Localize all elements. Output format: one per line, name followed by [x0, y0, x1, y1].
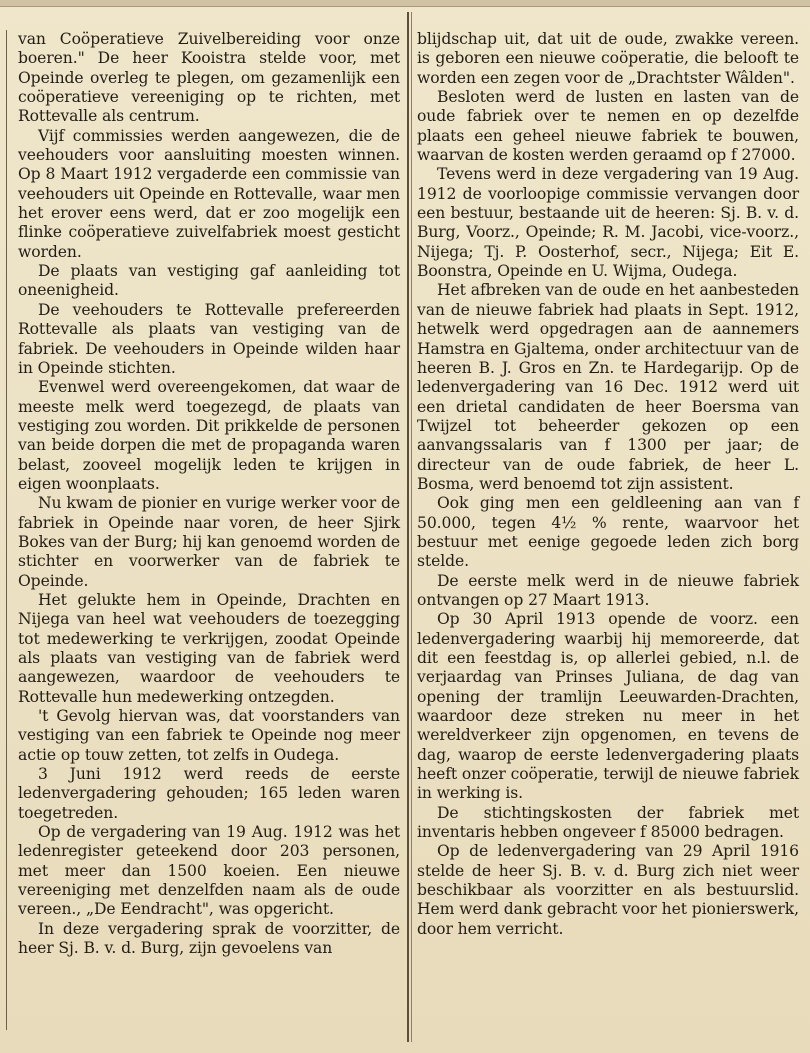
paragraph: Ook ging men een geldleening aan van f 50.000, tegen 4½ % rente, waarvoor het bestuur met eenige gegoede leden zich borg stelde. — [417, 494, 799, 571]
column-divider-shadow — [411, 12, 412, 1042]
paragraph: De plaats van vestiging gaf aanleiding tot oneenigheid. — [18, 262, 400, 300]
paragraph: Op 30 April 1913 opende de voorz. een ledenvergadering waarbij hij memoreerde, dat dit een feestdag is, op allerlei gebied, n.l. de verjaardag van Prinses Juliana, de dag van opening der tramlijn Leeuwarden-Drachten, waardoor deze streken nu meer in het wereldverkeer zijn opgenomen, en tevens de dag, waarop de eerste ledenvergadering plaats heeft onzer coöperatie, terwijl de nieuwe fabriek in werking is. — [417, 610, 799, 803]
paragraph: Tevens werd in deze vergadering van 19 Aug. 1912 de voorloopige commissie vervangen door een bestuur, bestaande uit de heeren: Sj. B. v. d. Burg, Voorz., Opeinde; R. M. Jacobi, vice-voorz., Nijega; Tj. P. Oosterhof, secr., Nijega; Eit E. Boonstra, Opeinde en U. Wijma, Oudega. — [417, 165, 799, 281]
paragraph: Vijf commissies werden aangewezen, die de veehouders voor aansluiting moesten winnen. Op 8 Maart 1912 vergaderde een commissie van veehouders uit Opeinde en Rottevalle, waar men het erover eens werd, dat er zoo mogelijk een flinke coöperatieve zuivelfabriek moest gesticht worden. — [18, 126, 400, 261]
paragraph: Het gelukte hem in Opeinde, Drachten en Nijega van heel wat veehouders de toezegging tot medewerking te verkrijgen, zoodat Opeinde als plaats van vestiging van de fabriek werd aangewezen, waardoor de veehouders te Rottevalle hun medewerking ontzegden. — [18, 590, 400, 706]
paragraph: Op de vergadering van 19 Aug. 1912 was het ledenregister geteekend door 203 personen, met meer dan 1500 koeien. Een nieuwe vereeniging met denzelfden naam als de oude vereen., „De Eendracht", was opgericht. — [18, 823, 400, 919]
paragraph: De eerste melk werd in de nieuwe fabriek ontvangen op 27 Maart 1913. — [417, 571, 799, 609]
paragraph: Op de ledenvergadering van 29 April 1916 stelde de heer Sj. B. v. d. Burg zich niet weer beschikbaar als voorzitter en als bestuurslid. Hem werd dank gebracht voor het pionierswerk, door hem verricht. — [417, 842, 799, 938]
left-column — [18, 30, 400, 959]
right-column — [417, 30, 799, 939]
paragraph: blijdschap uit, dat uit de oude, zwakke vereen. is geboren een nieuwe coöperatie, die belooft te worden een zegen voor de „Drachtster Wâlden". — [417, 30, 799, 87]
paragraph: Evenwel werd overeengekomen, dat waar de meeste melk werd toegezegd, de plaats van vestiging zou worden. Dit prikkelde de personen van beide dorpen die met de propaganda waren belast, zooveel mogelijk leden te krijgen in eigen woonplaats. — [18, 378, 400, 493]
left-border-rule — [6, 30, 7, 1030]
paragraph: van Coöperatieve Zuivelbereiding voor onze boeren." De heer Kooistra stelde voor, met Opeinde overleg te plegen, om gezamenlijk een coöperatieve vereeniging op te richten, met Rottevalle als centrum. — [18, 30, 400, 126]
paragraph: De veehouders te Rottevalle prefereerden Rottevalle als plaats van vestiging van de fabriek. De veehouders in Opeinde wilden haar in Opeinde stichten. — [18, 300, 400, 377]
paragraph: Het afbreken van de oude en het aanbesteden van de nieuwe fabriek had plaats in Sept. 1912, hetwelk werd opgedragen aan de aannemers Hamstra en Gjaltema, onder architectuur van de heeren B. J. Gros en Zn. te Hardegarijp. Op de ledenvergadering van 16 Dec. 1912 werd uit een drietal candidaten de heer Boersma van Twijzel tot beheerder gekozen op een aanvangssalaris van f 1300 per jaar; de directeur van de oude fabriek, de heer L. Bosma, werd benoemd tot zijn assistent. — [417, 281, 799, 493]
paragraph: 3 Juni 1912 werd reeds de eerste ledenvergadering gehouden; 165 leden waren toegetreden. — [18, 765, 400, 822]
paragraph: In deze vergadering sprak de voorzitter, de heer Sj. B. v. d. Burg, zijn gevoelens van — [18, 919, 400, 958]
paragraph: De stichtingskosten der fabriek met inventaris hebben ongeveer f 85000 bedragen. — [417, 803, 799, 842]
column-divider — [407, 12, 409, 1042]
top-border-rule — [0, 0, 810, 7]
paragraph: Nu kwam de pionier en vurige werker voor de fabriek in Opeinde naar voren, de heer Sjirk Bokes van der Burg; hij kan genoemd worden de stichter en voorwerker van de fabriek te Opeinde. — [18, 494, 400, 590]
paragraph: Besloten werd de lusten en lasten van de oude fabriek over te nemen en op dezelfde plaats een geheel nieuwe fabriek te bouwen, waarvan de kosten werden geraamd op f 27000. — [417, 88, 799, 165]
paragraph: 't Gevolg hiervan was, dat voorstanders van vestiging van een fabriek te Opeinde nog meer actie op touw zetten, tot zelfs in Oudega. — [18, 707, 400, 764]
